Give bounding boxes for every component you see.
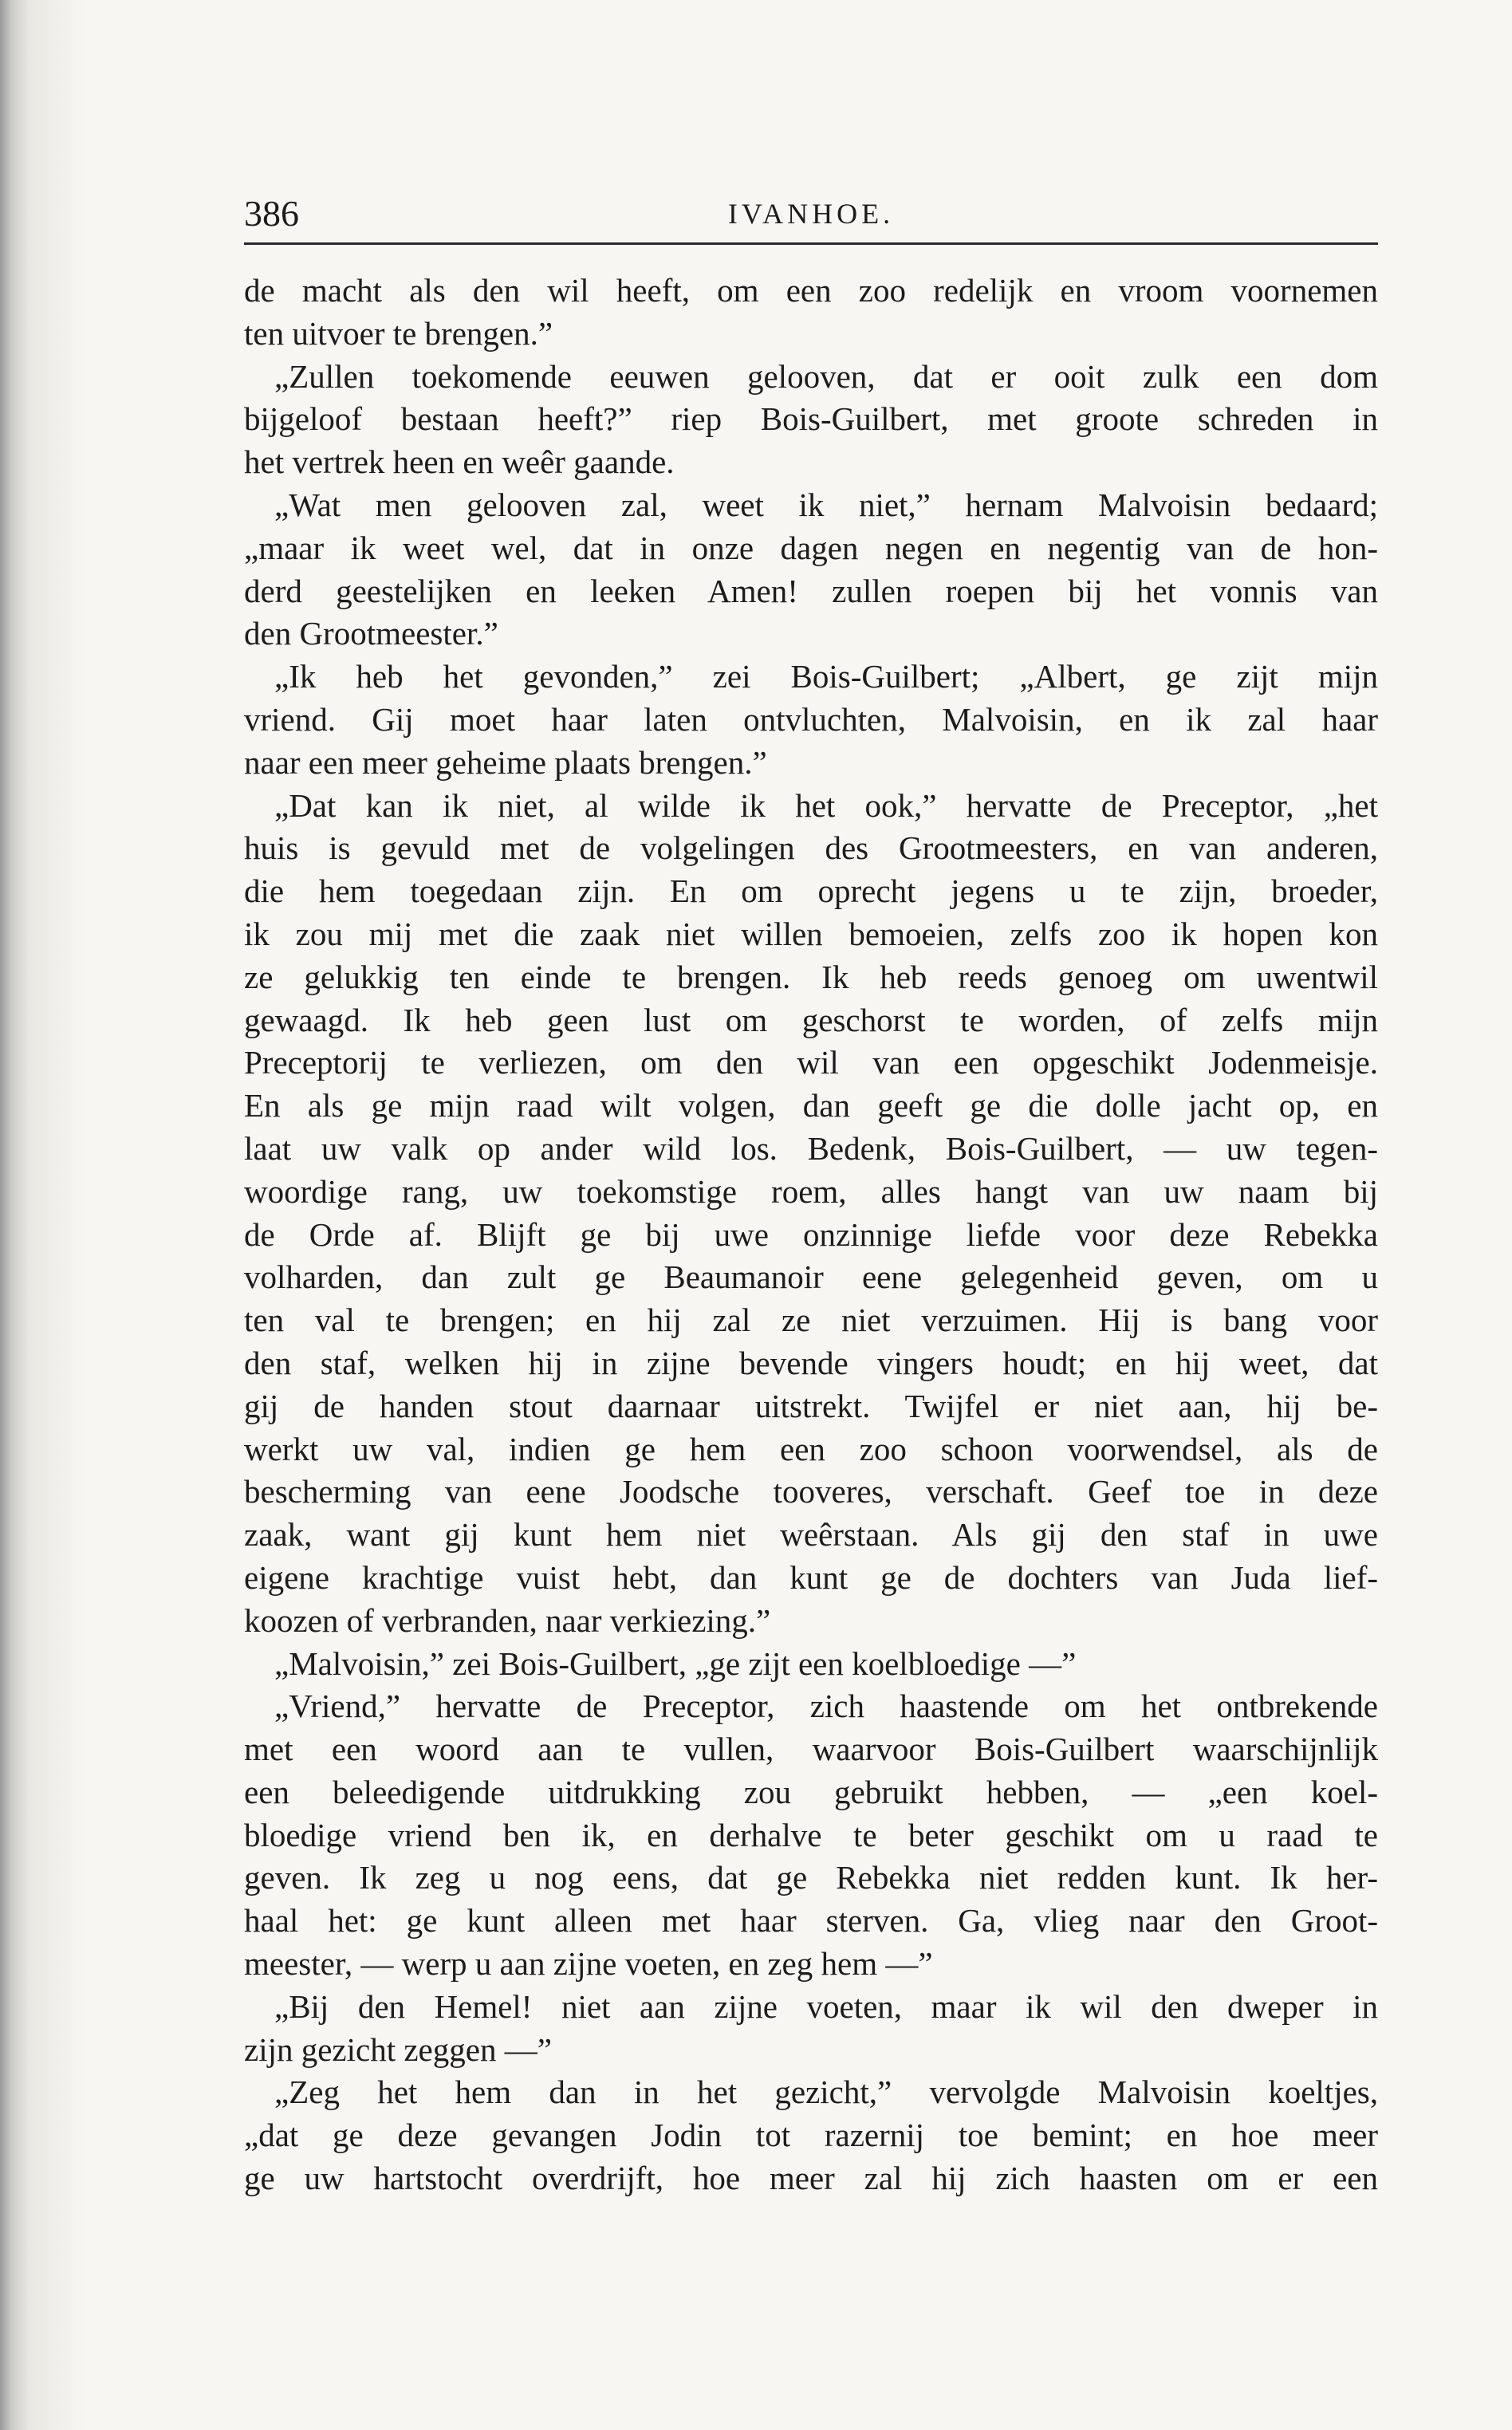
text-line: „Ik heb het gevonden,” zei Bois-Guilbert; „Albert, ge zijt mijn bbox=[274, 658, 1378, 695]
text-line: den staf, welken hij in zijne bevende vingers houdt; en hij weet, dat bbox=[244, 1344, 1378, 1381]
text-line: „Wat men gelooven zal, weet ik niet,” hernam Malvoisin bedaard; bbox=[274, 486, 1378, 523]
text-line: „Vriend,” hervatte de Preceptor, zich haastende om het ontbrekende bbox=[274, 1688, 1378, 1725]
text-line: derd geestelijken en leeken Amen! zullen roepen bij het vonnis van bbox=[244, 572, 1378, 609]
text-line: met een woord aan te vullen, waarvoor Bois-Guilbert waarschijnlijk bbox=[244, 1731, 1378, 1768]
running-title: IVANHOE. bbox=[727, 198, 895, 230]
text-line: volharden, dan zult ge Beaumanoir eene gelegenheid geven, om u bbox=[244, 1258, 1378, 1296]
text-line: naar een meer geheime plaats brengen.” bbox=[244, 743, 767, 781]
text-line: „Zullen toekomende eeuwen gelooven, dat er ooit zulk een dom bbox=[274, 357, 1378, 395]
text-line: bloedige vriend ben ik, en derhalve te beter geschikt om u raad te bbox=[244, 1816, 1378, 1853]
text-line: geven. Ik zeg u nog eens, dat ge Rebekka niet redden kunt. Ik her- bbox=[244, 1859, 1378, 1896]
body-text bbox=[244, 270, 1378, 2200]
text-line: laat uw valk op ander wild los. Bedenk, Bois-Guilbert, — uw tegen- bbox=[244, 1129, 1378, 1167]
text-line: werkt uw val, indien ge hem een zoo schoon voorwendsel, als de bbox=[244, 1430, 1378, 1467]
text-line: „maar ik weet wel, dat in onze dagen negen en negentig van de hon- bbox=[244, 529, 1378, 566]
text-line: En als ge mijn raad wilt volgen, dan geeft ge die dolle jacht op, en bbox=[244, 1087, 1378, 1124]
text-line: haal het: ge kunt alleen met haar sterven. Ga, vlieg naar den Groot- bbox=[244, 1902, 1378, 1940]
text-line: ik zou mij met die zaak niet willen bemoeien, zelfs zoo ik hopen kon bbox=[244, 915, 1378, 952]
text-line: de macht als den wil heeft, om een zoo redelijk en vroom voornemen bbox=[244, 272, 1378, 309]
text-line: zijn gezicht zeggen —” bbox=[244, 2030, 552, 2068]
page-number: 386 bbox=[244, 193, 299, 234]
text-line: vriend. Gij moet haar laten ontvluchten, Malvoisin, en ik zal haar bbox=[244, 700, 1378, 738]
scanned-page-edge bbox=[0, 0, 88, 2430]
page-header bbox=[244, 188, 1378, 239]
text-line: bijgeloof bestaan heeft?” riep Bois-Guilbert, met groote schreden in bbox=[244, 400, 1378, 438]
text-line: zaak, want gij kunt hem niet weêrstaan. Als gij den staf in uwe bbox=[244, 1516, 1378, 1554]
text-line: gij de handen stout daarnaar uitstrekt. Twijfel er niet aan, hij be- bbox=[244, 1387, 1378, 1424]
text-line: „Bij den Hemel! niet aan zijne voeten, maar ik wil den dweper in bbox=[274, 1987, 1378, 2025]
text-line: een beleedigende uitdrukking zou gebruikt hebben, — „een koel- bbox=[244, 1773, 1378, 1810]
text-line: „Malvoisin,” zei Bois-Guilbert, „ge zijt een koelbloedige —” bbox=[274, 1644, 1077, 1682]
text-line: huis is gevuld met de volgelingen des Grootmeesters, en van anderen, bbox=[244, 829, 1378, 867]
text-line: het vertrek heen en weêr gaande. bbox=[244, 443, 675, 481]
header-rule bbox=[244, 242, 1378, 245]
text-line: die hem toegedaan zijn. En om oprecht jegens u te zijn, broeder, bbox=[244, 872, 1378, 910]
text-line: koozen of verbranden, naar verkiezing.” bbox=[244, 1601, 771, 1639]
text-line: gewaagd. Ik heb geen lust om geschorst te worden, of zelfs mijn bbox=[244, 1001, 1378, 1038]
text-line: eigene krachtige vuist hebt, dan kunt ge de dochters van Juda lief- bbox=[244, 1558, 1378, 1596]
text-line: „Zeg het hem dan in het gezicht,” vervolgde Malvoisin koeltjes, bbox=[274, 2074, 1378, 2111]
text-line: Preceptorij te verliezen, om den wil van een opgeschikt Jodenmeisje. bbox=[244, 1044, 1378, 1081]
text-line: de Orde af. Blijft ge bij uwe onzinnige liefde voor deze Rebekka bbox=[244, 1215, 1378, 1253]
text-line: den Grootmeester.” bbox=[244, 615, 498, 652]
text-line: ge uw hartstocht overdrijft, hoe meer zal hij zich haasten om er een bbox=[244, 2160, 1378, 2197]
text-line: ten val te brengen; en hij zal ze niet verzuimen. Hij is bang voor bbox=[244, 1302, 1378, 1339]
text-line: „Dat kan ik niet, al wilde ik het ook,” hervatte de Preceptor, „het bbox=[274, 786, 1378, 824]
text-line: woordige rang, uw toekomstige roem, alles hangt van uw naam bij bbox=[244, 1172, 1378, 1210]
text-line: bescherming van eene Joodsche tooveres, verschaft. Geef toe in deze bbox=[244, 1473, 1378, 1510]
text-line: ten uitvoer te brengen.” bbox=[244, 314, 553, 352]
text-line: meester, — werp u aan zijne voeten, en zeg hem —” bbox=[244, 1945, 933, 1983]
text-line: „dat ge deze gevangen Jodin tot razernij toe bemint; en hoe meer bbox=[244, 2117, 1378, 2154]
text-line: ze gelukkig ten einde te brengen. Ik heb reeds genoeg om uwentwil bbox=[244, 958, 1378, 995]
